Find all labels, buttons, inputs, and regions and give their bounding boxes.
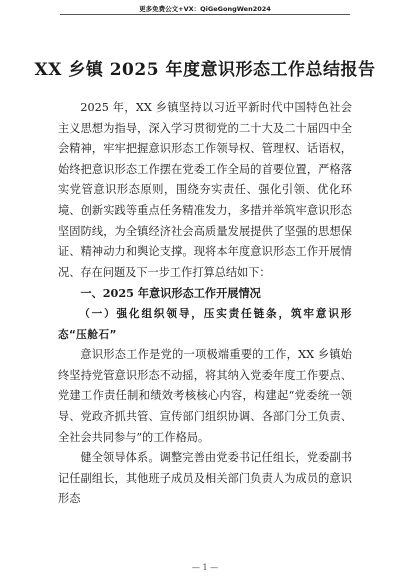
- document-title: XX 乡镇 2025 年度意识形态工作总结报告: [34, 60, 376, 80]
- section-heading: 一、2025 年意识形态工作开展情况: [80, 286, 261, 301]
- body-paragraph: 意识形态工作是党的一项极端重要的工作，XX 乡镇始终坚持党管意识形态不动摇，将其纳入党委年度工作要点、党建工作责任制和绩效考核核心内容，构建起“党委统一领导、党政齐抓共管、宣传部门组织协调、各部门分工负责、全社会共同参与”的工作格局。: [58, 348, 352, 444]
- body-paragraph-continued: 健全领导体系。调整完善由党委书记任组长，党委副书记任副组长，其他班子成员及相关部门负责人为成员的意识形态: [58, 451, 352, 506]
- header-divider: [60, 14, 350, 15]
- intro-paragraph: 2025 年，XX 乡镇坚持以习近平新时代中国特色社会主义思想为指导，深入学习贯彻党的二十大及二十届四中全会精神，牢牢把握意识形态工作领导权、管理权、话语权，始终把意识形态工作摆在党委工作全局的首要位置，严格落实党管意识形态原则，围绕夯实责任、强化引领、优化环境、创新实践等重点任务精准发力，多措并举筑牢意识形态坚固防线，为全镇经济社会高质量发展提供了坚强的思想保证、精神动力和舆论支撑。现将本年度意识形态工作开展情况、存在问题及下一步工作打算总结如下：: [58, 101, 352, 279]
- subsection-heading: （一）强化组织领导，压实责任链条，筑牢意识形态“压舱石”: [58, 307, 352, 341]
- document-body: [58, 98, 352, 510]
- page-number: — 1 —: [191, 563, 219, 572]
- page-header: 更多免费公文+VX：QiGeGongWen2024: [139, 5, 271, 13]
